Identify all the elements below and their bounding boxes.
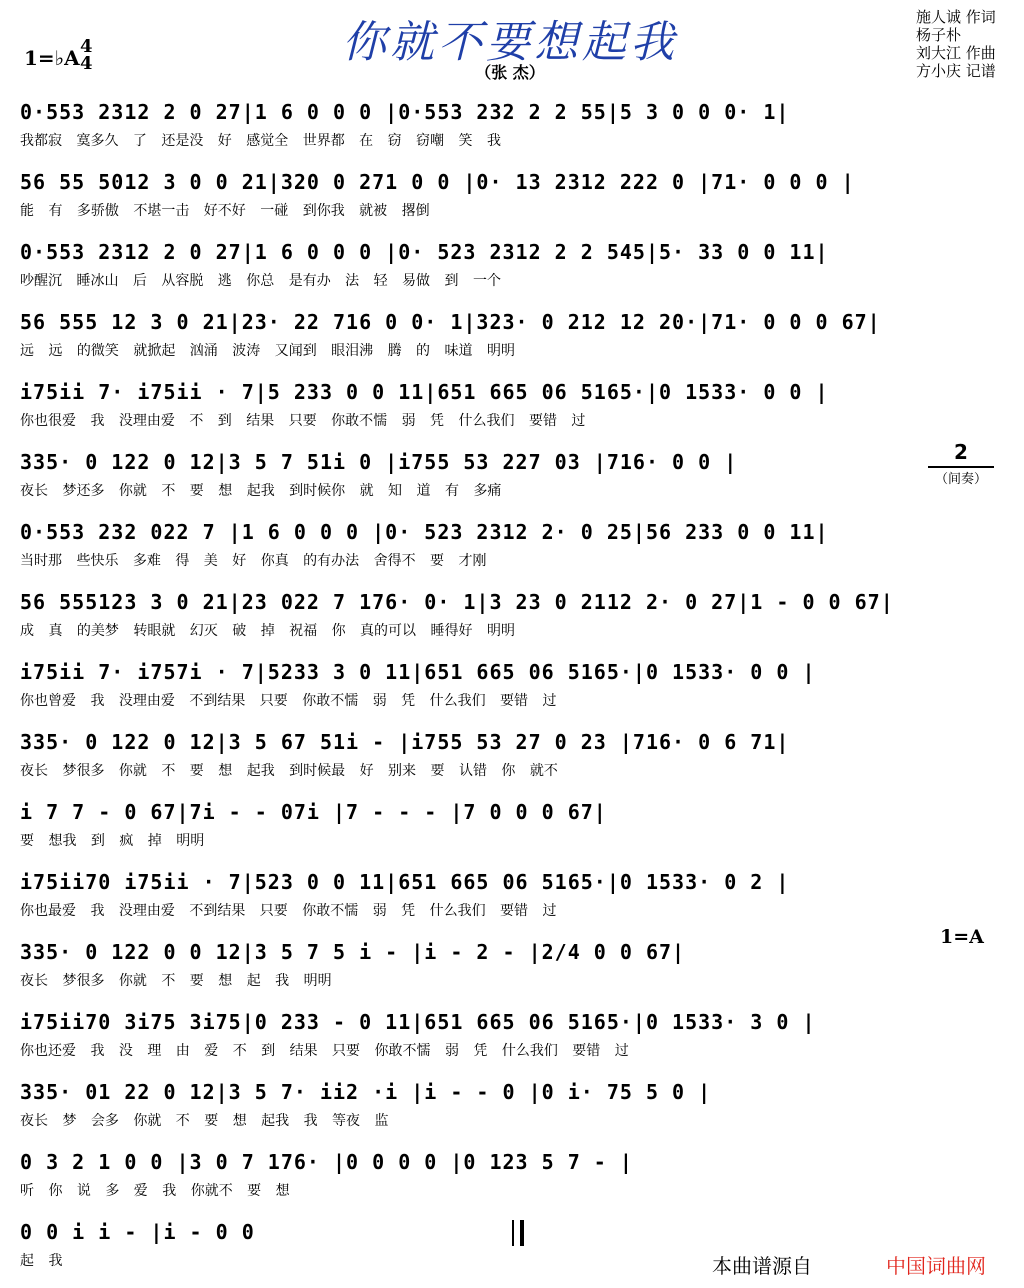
lyrics-line: 远 远 的微笑 就掀起 汹涌 波涛 又闻到 眼泪沸 腾 的 味道 明明 — [20, 343, 515, 359]
notation-line: 56 555123 3 0 21|23 022 7 176· 0· 1|3 23 0 2112 2· 0 27|1 - 0 0 67| — [20, 590, 894, 614]
credits — [916, 8, 996, 80]
lyrics-line: 成 真 的美梦 转眼就 幻灭 破 掉 祝福 你 真的可以 睡得好 明明 — [20, 623, 515, 639]
interlude-label: （间奏） — [934, 472, 987, 487]
score-row — [20, 730, 1006, 796]
notation-line: 335· 0 122 0 12|3 5 67 51i - |i755 53 27 0 23 |716· 0 6 71| — [20, 730, 790, 754]
score-row — [20, 380, 1006, 446]
lyrics-line: 你也最爱 我 没理由爱 不到结果 只要 你敢不懦 弱 凭 什么我们 要错 过 — [20, 903, 557, 919]
lyrics-line: 我都寂 寞多久 了 还是没 好 感觉全 世界都 在 窃 窃嘲 笑 我 — [20, 133, 501, 149]
meter-top: 4 — [80, 36, 93, 57]
score-row — [20, 870, 1006, 936]
score-row — [20, 310, 1006, 376]
notation-line: 56 555 12 3 0 21|23· 22 716 0 0· 1|323· 0 212 12 20·|71· 0 0 0 67| — [20, 310, 881, 334]
lyrics-line: 能 有 多骄傲 不堪一击 好不好 一碰 到你我 就被 撂倒 — [20, 203, 430, 219]
credit-transcriber: 方小庆 记谱 — [916, 62, 996, 80]
time-signature — [80, 38, 93, 72]
score-row — [20, 800, 1006, 866]
notation-line: 0·553 2312 2 0 27|1 6 0 0 0 |0· 523 2312 2 2 545|5· 33 0 0 11| — [20, 240, 829, 264]
score-row — [20, 170, 1006, 236]
lyrics-line: 起 我 — [20, 1253, 63, 1269]
notation-line: 335· 0 122 0 0 12|3 5 7 5 i - |i - 2 - |2/4 0 0 67| — [20, 940, 686, 964]
lyrics-line: 当时那 些快乐 多难 得 美 好 你真 的有办法 舍得不 要 才刚 — [20, 553, 487, 569]
notation-line: i75ii 7· i75ii · 7|5 233 0 0 11|651 665 06 5165·|0 1533· 0 0 | — [20, 380, 829, 404]
score-row — [20, 1010, 1006, 1076]
interlude-bars: 2 — [954, 440, 968, 464]
score-row — [20, 100, 1006, 166]
lyrics-line: 你也还爱 我 没 理 由 爱 不 到 结果 只要 你敢不懦 弱 凭 什么我们 要错 过 — [20, 1043, 629, 1059]
score-row — [20, 590, 1006, 656]
credit-composer-1: 杨子朴 — [916, 26, 962, 44]
interlude-marker — [928, 442, 994, 487]
notation-line: i75ii 7· i757i · 7|5233 3 0 11|651 665 06 5165·|0 1533· 0 0 | — [20, 660, 816, 684]
notation-line: 0·553 2312 2 0 27|1 6 0 0 0 |0·553 232 2 2 55|5 3 0 0 0· 1| — [20, 100, 790, 124]
lyrics-line: 吵醒沉 睡冰山 后 从容脱 逃 你总 是有办 法 轻 易做 到 一个 — [20, 273, 501, 289]
final-barline — [512, 1220, 524, 1246]
notation-line: 0 0 i i - |i - 0 0 — [20, 1220, 255, 1244]
notation-line: i75ii70 3i75 3i75|0 233 - 0 11|651 665 06 5165·|0 1533· 3 0 | — [20, 1010, 816, 1034]
notation-line: 335· 01 22 0 12|3 5 7· ii2 ·i |i - - 0 |0 i· 75 5 0 | — [20, 1080, 712, 1104]
score-row — [20, 940, 1006, 1006]
lyrics-line: 你也曾爱 我 没理由爱 不到结果 只要 你敢不懦 弱 凭 什么我们 要错 过 — [20, 693, 557, 709]
lyrics-line: 夜长 梦 会多 你就 不 要 想 起我 我 等夜 监 — [20, 1113, 389, 1129]
notation-line: 56 55 5012 3 0 0 21|320 0 271 0 0 |0· 13 2312 222 0 |71· 0 0 0 | — [20, 170, 855, 194]
notation-line: 0·553 232 022 7 |1 6 0 0 0 |0· 523 2312 2· 0 25|56 233 0 0 11| — [20, 520, 829, 544]
score-row — [20, 450, 1006, 516]
lyrics-line: 听 你 说 多 爱 我 你就不 要 想 — [20, 1183, 290, 1199]
score-row — [20, 1080, 1006, 1146]
notation-line: i75ii70 i75ii · 7|523 0 0 11|651 665 06 5165·|0 1533· 0 2 | — [20, 870, 790, 894]
score-row — [20, 1150, 1006, 1216]
credit-composer-2: 刘大江 作曲 — [916, 44, 996, 62]
lyrics-line: 你也很爱 我 没理由爱 不 到 结果 只要 你敢不懦 弱 凭 什么我们 要错 过 — [20, 413, 586, 429]
meter-bottom: 4 — [80, 53, 93, 74]
notation-line: 0 3 2 1 0 0 |3 0 7 176· |0 0 0 0 |0 123 5 7 - | — [20, 1150, 633, 1174]
site-logo: 中国词曲网 — [886, 1254, 986, 1278]
score-row — [20, 240, 1006, 306]
source-label: 本曲谱源自 — [712, 1254, 812, 1278]
singer-name: （张 杰） — [475, 63, 545, 82]
key-change: 1=A — [940, 926, 984, 948]
credit-lyricist: 施人诚 作词 — [916, 8, 996, 26]
score-row — [20, 660, 1006, 726]
notation-line: i 7 7 - 0 67|7i - - 07i |7 - - - |7 0 0 0 67| — [20, 800, 607, 824]
lyrics-line: 夜长 梦还多 你就 不 要 想 起我 到时候你 就 知 道 有 多痛 — [20, 483, 502, 499]
lyrics-line: 夜长 梦很多 你就 不 要 想 起我 到时候最 好 别来 要 认错 你 就不 — [20, 763, 558, 779]
lyrics-line: 要 想我 到 疯 掉 明明 — [20, 833, 205, 849]
key-signature: 1=♭A — [24, 46, 80, 70]
notation-line: 335· 0 122 0 12|3 5 7 51i 0 |i755 53 227 03 |716· 0 0 | — [20, 450, 738, 474]
lyrics-line: 夜长 梦很多 你就 不 要 想 起 我 明明 — [20, 973, 332, 989]
song-title: 你就不要想起我 — [342, 17, 678, 68]
score-row — [20, 520, 1006, 586]
